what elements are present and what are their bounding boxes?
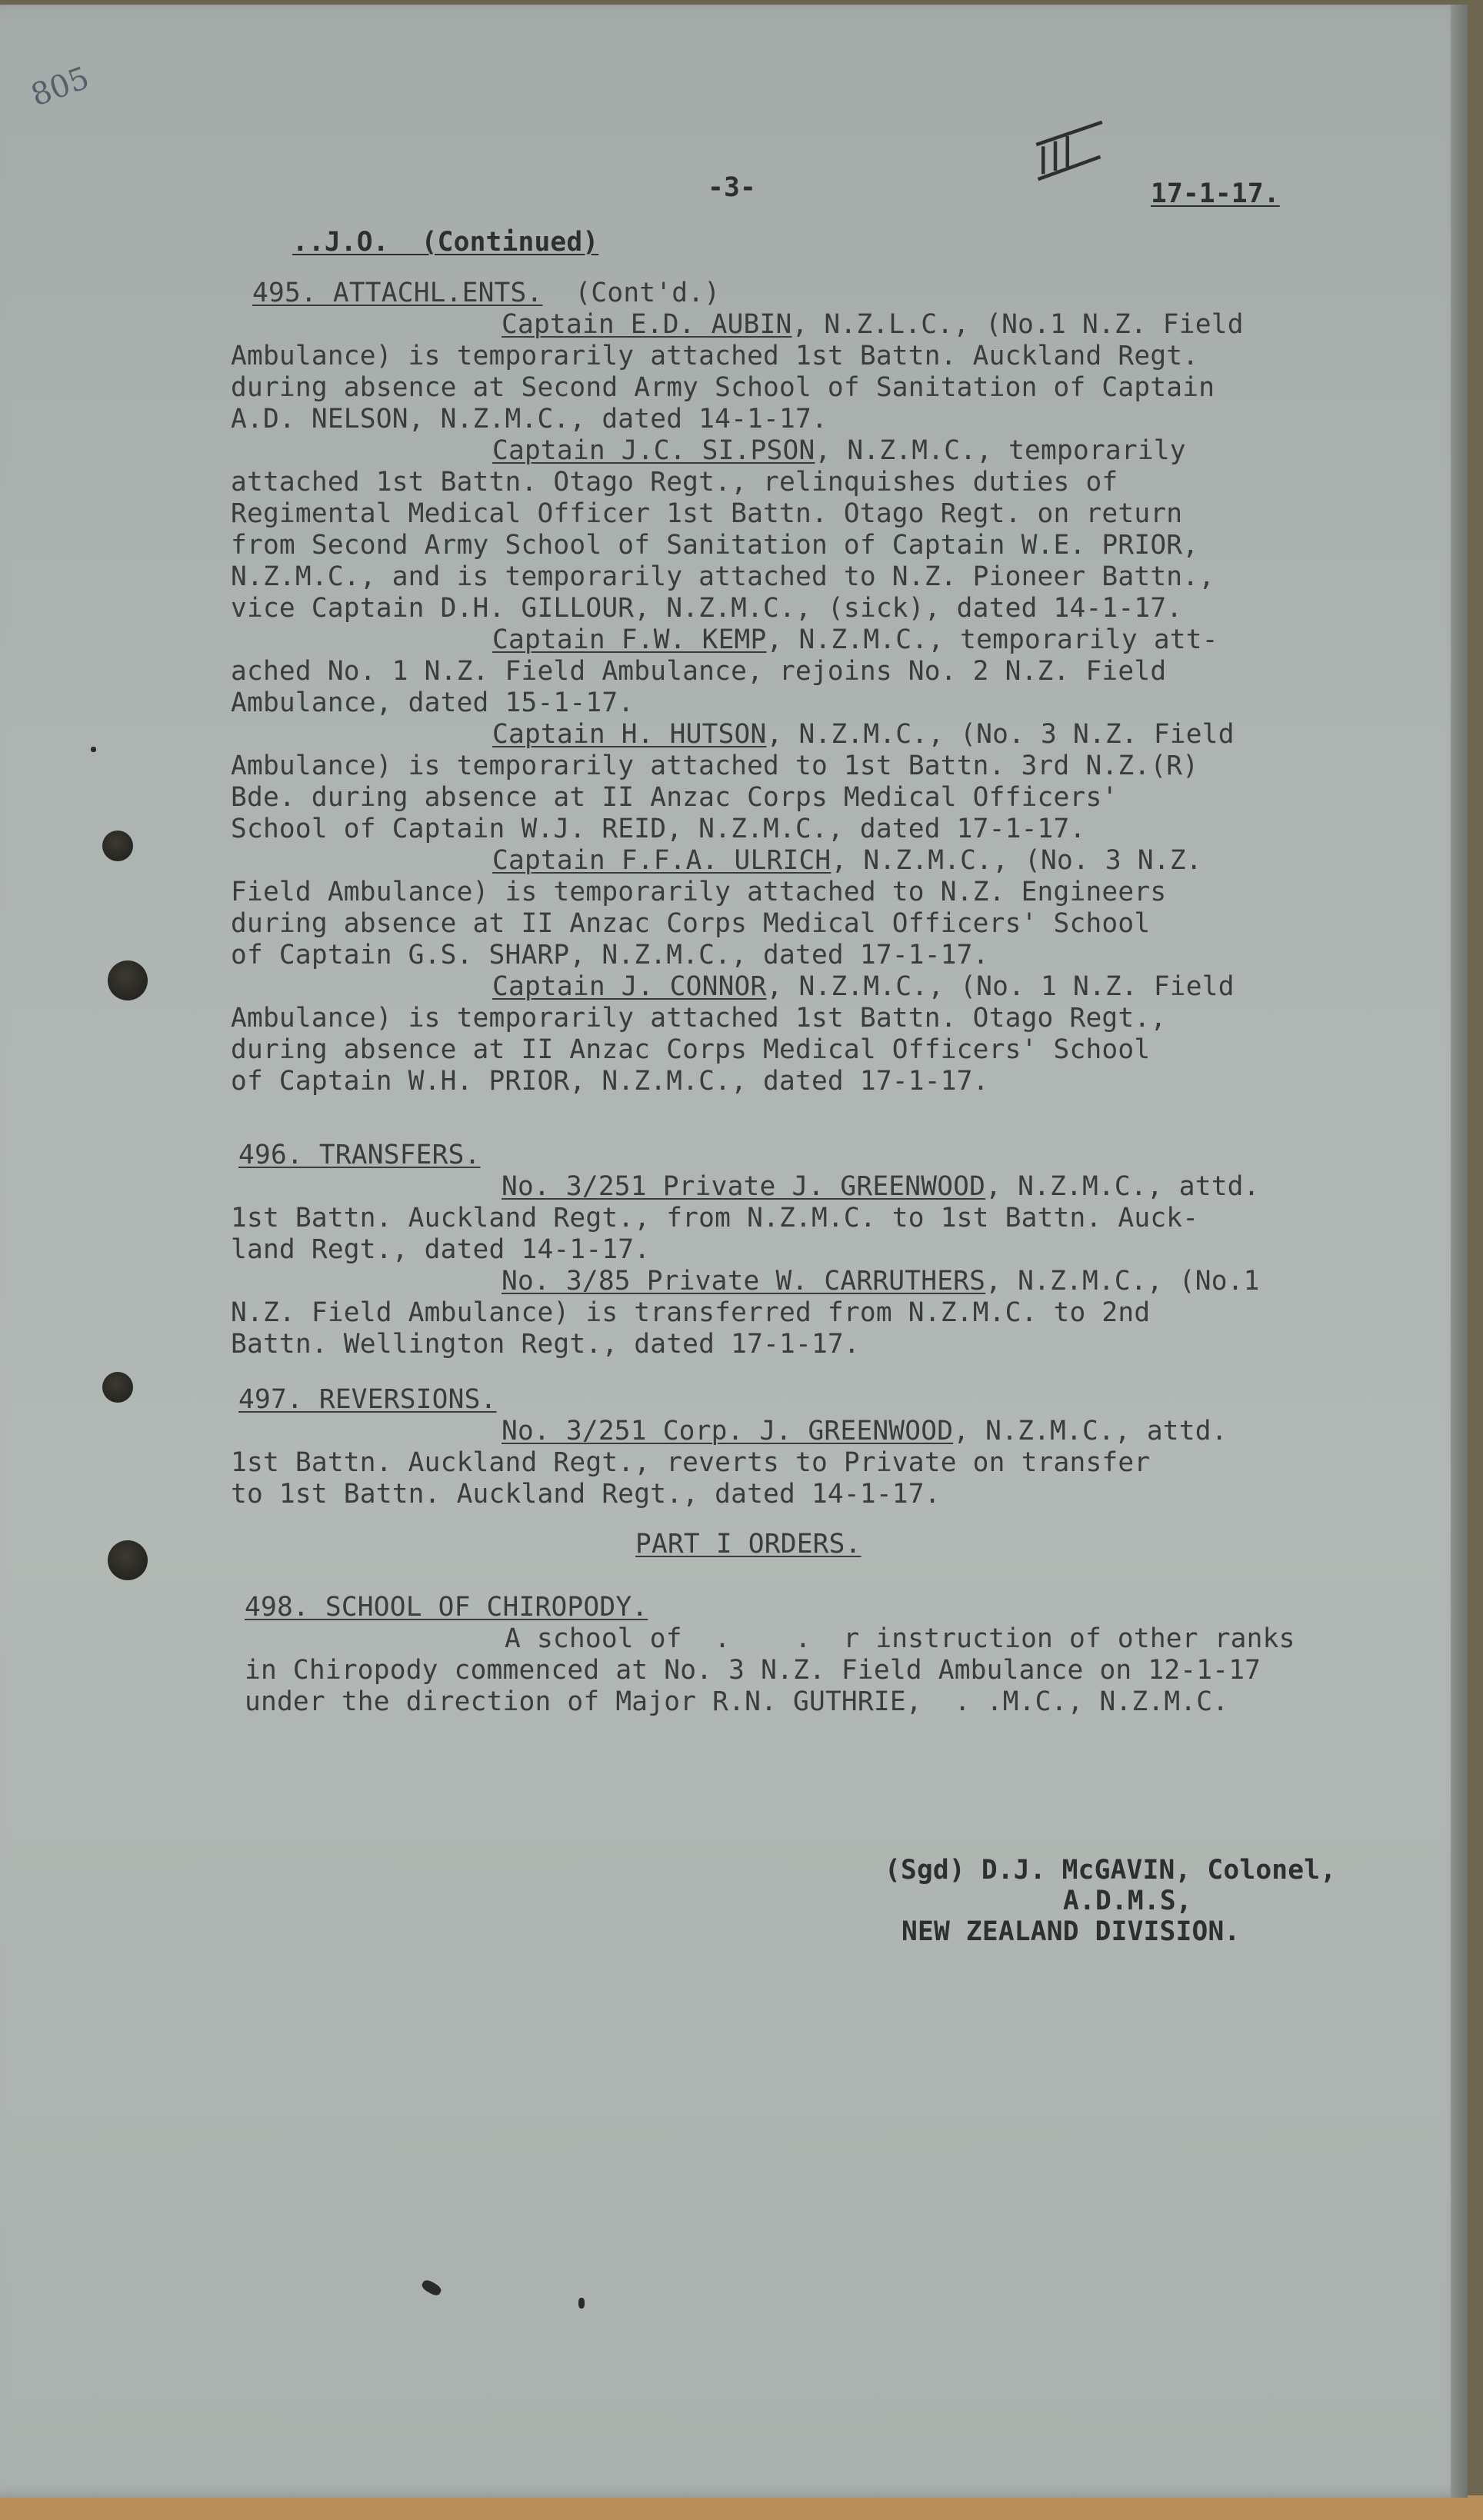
ink-speck — [420, 2278, 443, 2297]
underlined-heading: Captain J. CONNOR — [492, 971, 767, 1002]
body-line: during absence at II Anzac Corps Medical Officers' School — [231, 1034, 1151, 1065]
underlined-heading: Captain H. HUTSON — [492, 719, 767, 750]
line-rest: , N.Z.M.C., (No. 3 N.Z. Field — [766, 719, 1235, 750]
ink-speck — [91, 747, 96, 752]
underlined-heading: Captain E.D. AUBIN — [502, 309, 792, 340]
underlined-heading: 495. ATTACHL.ENTS. — [252, 278, 543, 308]
body-line: land Regt., dated 14-1-17. — [231, 1234, 651, 1265]
underlined-heading: No. 3/251 Corp. J. GREENWOOD — [502, 1416, 954, 1446]
line-rest: , N.Z.M.C., temporarily — [815, 435, 1186, 466]
header-left — [228, 195, 598, 290]
line-rest: (Cont'd.) — [542, 278, 721, 308]
body-line: Ambulance) is temporarily attached to 1st Battn. 3rd N.Z.(R) — [231, 751, 1199, 781]
body-line — [492, 719, 1235, 751]
body-line: vice Captain D.H. GILLOUR, N.Z.M.C., (sick), dated 14-1-17. — [231, 593, 1183, 624]
body-line: Ambulance, dated 15-1-17. — [231, 687, 635, 718]
line-rest: , N.Z.M.C., attd. — [985, 1171, 1260, 1202]
signature-line-3: NEW ZEALAND DIVISION. — [901, 1916, 1241, 1947]
body-line — [492, 624, 1218, 656]
roman-numeral-strokes — [1036, 122, 1102, 179]
line-rest: , N.Z.M.C., (No. 1 N.Z. Field — [766, 971, 1235, 1002]
line-rest: , N.Z.M.C., temporarily att- — [766, 624, 1218, 655]
desk-surface — [0, 2495, 1483, 2520]
line-rest: , N.Z.M.C., (No. 3 N.Z. — [831, 845, 1202, 876]
underlined-heading: No. 3/85 Private W. CARRUTHERS — [502, 1266, 986, 1297]
punch-hole — [102, 831, 133, 861]
signature-line-1: (Sgd) D.J. McGAVIN, Colonel, — [885, 1855, 1337, 1886]
punch-hole — [102, 1372, 133, 1403]
body-line: Ambulance) is temporarily attached 1st Battn. Auckland Regt. — [231, 341, 1199, 371]
body-line — [252, 278, 720, 309]
underlined-heading: PART I ORDERS. — [635, 1529, 861, 1560]
body-line — [238, 1140, 481, 1171]
body-line: Battn. Wellington Regt., dated 17-1-17. — [231, 1329, 860, 1360]
body-line: during absence at Second Army School of Sanitation of Captain — [231, 372, 1215, 403]
line-rest: , N.Z.M.C., attd. — [953, 1416, 1228, 1446]
body-line: Ambulance) is temporarily attached 1st Battn. Otago Regt., — [231, 1003, 1167, 1034]
page-number: -3- — [708, 172, 756, 203]
line-rest: , N.Z.M.C., (No.1 — [985, 1266, 1260, 1297]
body-line: Field Ambulance) is temporarily attached to N.Z. Engineers — [231, 877, 1167, 907]
underlined-heading: 496. TRANSFERS. — [238, 1140, 481, 1170]
body-line: under the direction of Major R.N. GUTHRIE, . .M.C., N.Z.M.C. — [245, 1686, 1229, 1717]
body-line — [492, 971, 1235, 1003]
body-line — [492, 845, 1202, 877]
body-line: in Chiropody commenced at No. 3 N.Z. Field Ambulance on 12-1-17 — [245, 1655, 1261, 1686]
margin-note: 805 — [26, 60, 94, 114]
document-page — [0, 5, 1468, 2498]
body-line: A.D. NELSON, N.Z.M.C., dated 14-1-17. — [231, 404, 828, 434]
body-line: of Captain W.H. PRIOR, N.Z.M.C., dated 17-1-17. — [231, 1066, 989, 1097]
header-date: 17-1-17. — [1151, 178, 1280, 209]
body-line: during absence at II Anzac Corps Medical Officers' School — [231, 908, 1151, 939]
body-line: attached 1st Battn. Otago Regt., relinquishes duties of — [231, 467, 1118, 498]
header-left-text: ..J.O. (Continued) — [292, 227, 599, 258]
body-line: N.Z.M.C., and is temporarily attached to N.Z. Pioneer Battn., — [231, 561, 1215, 592]
body-line: 1st Battn. Auckland Regt., from N.Z.M.C. to 1st Battn. Auck- — [231, 1203, 1199, 1233]
body-line: Bde. during absence at II Anzac Corps Medical Officers' — [231, 782, 1118, 813]
punch-hole — [108, 1540, 148, 1580]
underlined-heading: Captain F.W. KEMP — [492, 624, 767, 655]
body-line: 1st Battn. Auckland Regt., reverts to Private on transfer — [231, 1447, 1151, 1478]
body-line — [502, 1416, 1228, 1447]
body-line: Regimental Medical Officer 1st Battn. Otago Regt. on return — [231, 498, 1183, 529]
body-line — [245, 1592, 648, 1623]
body-line — [502, 309, 1244, 341]
body-line — [492, 435, 1186, 467]
ink-speck — [578, 2298, 585, 2309]
punch-hole — [108, 960, 148, 1000]
underlined-heading: No. 3/251 Private J. GREENWOOD — [502, 1171, 986, 1202]
underlined-heading: Captain F.F.A. ULRICH — [492, 845, 831, 876]
line-rest: , N.Z.L.C., (No.1 N.Z. Field — [791, 309, 1244, 340]
body-line: ached No. 1 N.Z. Field Ambulance, rejoins No. 2 N.Z. Field — [231, 656, 1167, 687]
body-line: of Captain G.S. SHARP, N.Z.M.C., dated 17-1-17. — [231, 940, 989, 970]
body-line: School of Captain W.J. REID, N.Z.M.C., dated 17-1-17. — [231, 814, 1086, 844]
body-line: A school of . . r instruction of other ranks — [505, 1623, 1295, 1654]
underlined-heading: Captain J.C. SI.PSON — [492, 435, 815, 466]
body-line — [635, 1529, 861, 1560]
body-line — [502, 1266, 1260, 1297]
page-edge — [1451, 5, 1468, 2498]
underlined-heading: 497. REVERSIONS. — [238, 1384, 497, 1415]
roman-numeral-mark — [1035, 97, 1104, 205]
body-line: to 1st Battn. Auckland Regt., dated 14-1-17. — [231, 1479, 941, 1510]
body-line: N.Z. Field Ambulance) is transferred from N.Z.M.C. to 2nd — [231, 1297, 1151, 1328]
body-line — [238, 1384, 497, 1416]
body-line — [502, 1171, 1260, 1203]
signature-line-2: A.D.M.S, — [1063, 1886, 1192, 1916]
body-line: from Second Army School of Sanitation of Captain W.E. PRIOR, — [231, 530, 1199, 561]
underlined-heading: 498. SCHOOL OF CHIROPODY. — [245, 1592, 648, 1623]
